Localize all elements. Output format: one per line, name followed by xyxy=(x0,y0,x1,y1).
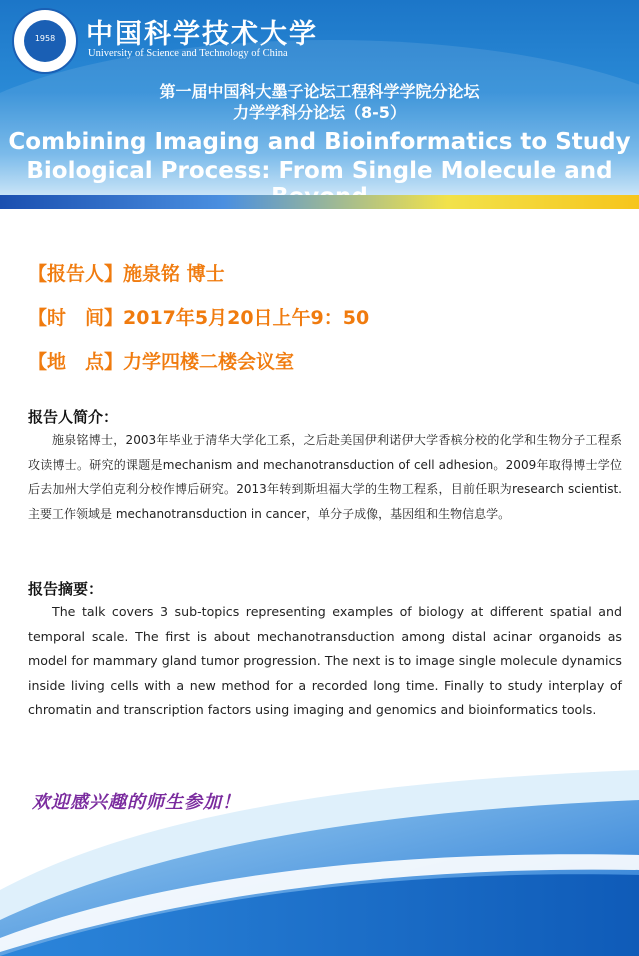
bio-text: 施泉铭博士，2003年毕业于清华大学化工系，之后赴美国伊利诺伊大学香槟分校的化学和生物分子工程系攻读博士。研究的课题是mechanism and mechanotransduction of cell adhesion。2009年取得博士学位后去加州大学伯克利分校作博后研究。2013年转到斯坦福大学的生物工程系，目前任职为research scientist. 主要工作领域是 mechanotransduction in cancer，单分子成像，基因组和生物信息学。 xyxy=(28,433,622,521)
header-stripe xyxy=(0,195,639,209)
bio-heading: 报告人简介： xyxy=(28,408,119,426)
time-line: 【时 间】2017年5月20日上午9：50 xyxy=(28,307,370,329)
university-name-cn: 中国科学技术大学 xyxy=(86,19,318,50)
speaker-line: 【报告人】施泉铭 博士 xyxy=(28,263,225,285)
abstract-text: The talk covers 3 sub-topics representing examples of biology at different spatial and temporal scale. The first is about mechanotransduction among distal acinar organoids as model for mammary gland tumor progression. The next is to image single molecule dynamics inside living cells with a new method for a recorded long time. Finally to study interplay of chromatin and transcription factors using imaging and genomics and bioinformatics tools. xyxy=(28,604,622,717)
talk-title-line1: Combining Imaging and Bioinformatics to Study xyxy=(8,129,631,155)
forum-title-line2: 力学学科分论坛（8-5） xyxy=(233,103,406,122)
forum-title-line1: 第一届中国科大墨子论坛工程科学学院分论坛 xyxy=(159,82,480,101)
logo-year: 1958 xyxy=(34,34,56,43)
talk-title-line2: Biological Process: From Single Molecule and xyxy=(26,158,613,184)
welcome-message: 欢迎感兴趣的师生参加！ xyxy=(32,792,241,813)
university-logo xyxy=(12,8,78,74)
abstract-heading: 报告摘要： xyxy=(28,580,104,598)
header-banner xyxy=(0,0,639,205)
university-name-en: University of Science and Technology of China xyxy=(88,48,288,59)
place-line: 【地 点】力学四楼二楼会议室 xyxy=(28,351,295,373)
